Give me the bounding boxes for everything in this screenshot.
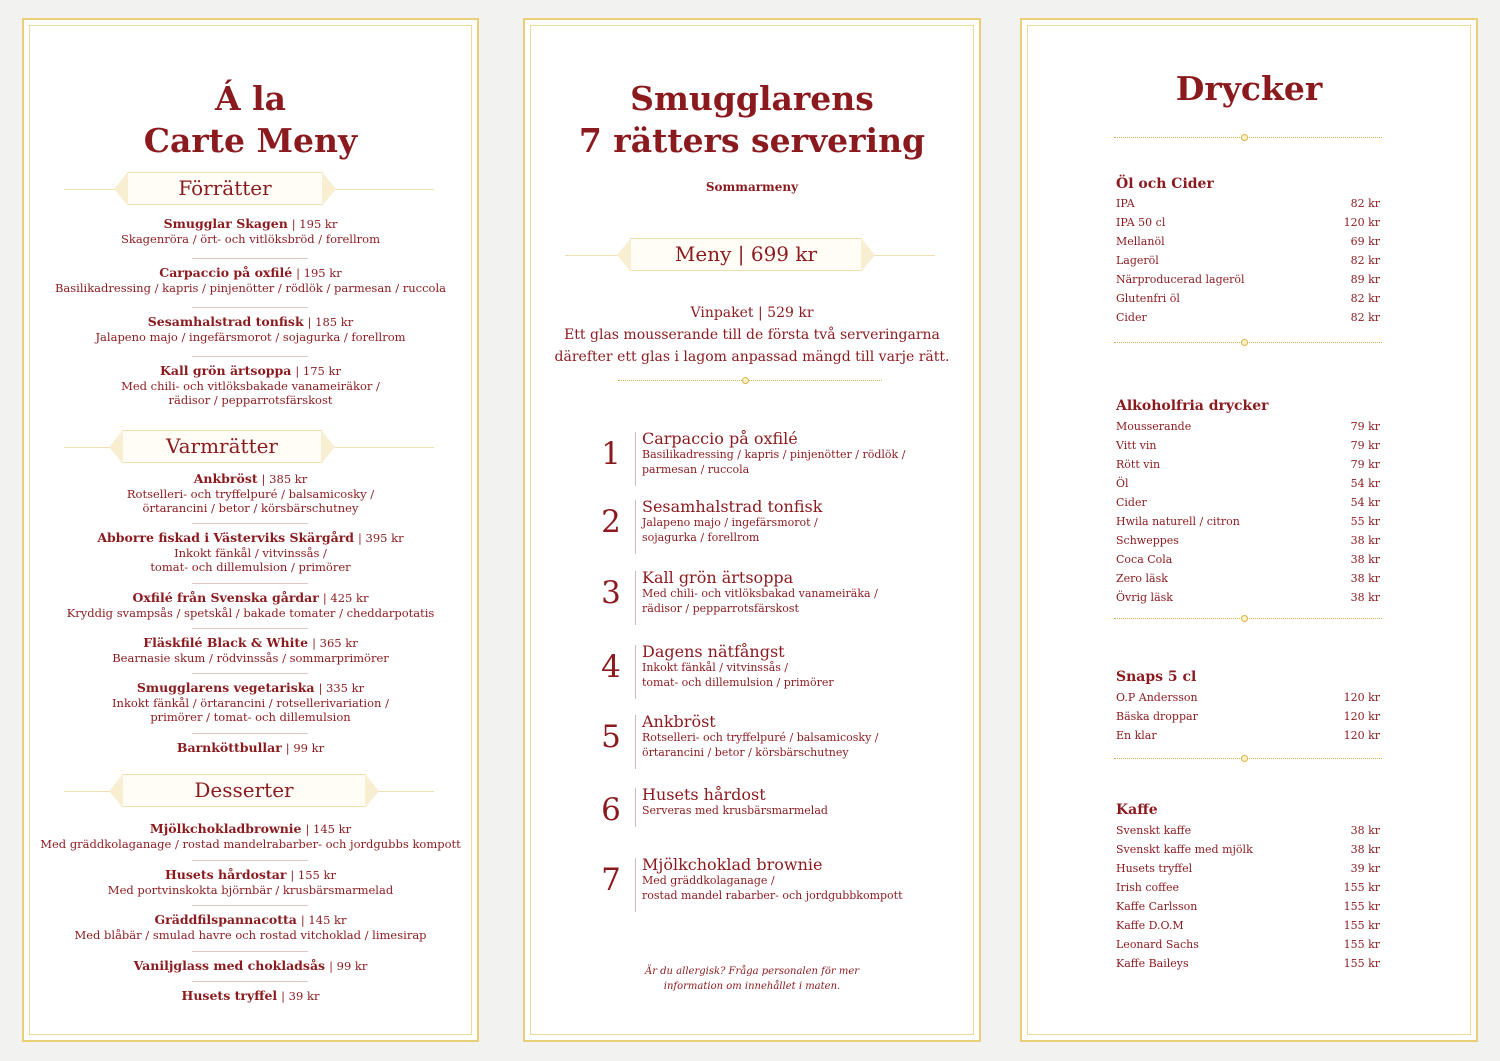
menu-item-name: Smugglar Skagen (163, 216, 288, 231)
divider-ornament (1241, 134, 1248, 141)
divider-ornament (742, 377, 749, 384)
menu-item-price: | 175 kr (295, 364, 341, 378)
course-item (525, 430, 979, 490)
item-separator (192, 583, 308, 584)
menu-item-name: Oxfilé från Svenska gårdar (132, 590, 319, 605)
drink-row (1116, 954, 1380, 973)
drink-row (1116, 588, 1380, 607)
drink-row (1116, 859, 1380, 878)
drink-price: 38 kr (1350, 534, 1380, 547)
drink-price: 120 kr (1343, 691, 1380, 704)
drink-name: Öl (1116, 477, 1129, 490)
item-separator (192, 981, 308, 982)
menu-item (24, 265, 477, 295)
menu-item-price: | 335 kr (318, 681, 365, 695)
course-description: Rotselleri- och tryffelpuré / balsamicosky / (642, 731, 879, 744)
drink-row (1116, 194, 1380, 213)
drink-price: 89 kr (1350, 273, 1380, 286)
menu-subtitle: Sommarmeny (705, 180, 799, 194)
menu-item-header (24, 471, 477, 487)
menu-item-name: Husets tryffel (181, 988, 278, 1003)
course-number: 6 (601, 792, 621, 828)
wine-package-title: Vinpaket | 529 kr (690, 305, 814, 321)
drink-name: Närproducerad lageröl (1116, 273, 1245, 286)
menu-item-header (24, 680, 477, 696)
menu-item (24, 988, 477, 1004)
menu-item-price: | 185 kr (307, 315, 354, 329)
course-divider (635, 432, 636, 486)
drink-price: 55 kr (1350, 515, 1380, 528)
drink-name: Zero läsk (1116, 572, 1168, 585)
menu-item-price: | 99 kr (329, 959, 368, 973)
drink-price: 120 kr (1343, 710, 1380, 723)
drink-row (1116, 935, 1380, 954)
menu-item-name: Fläskfilé Black & White (143, 635, 309, 650)
drink-row (1116, 455, 1380, 474)
drink-price: 82 kr (1350, 311, 1380, 324)
drink-price: 82 kr (1350, 197, 1380, 210)
drink-price: 82 kr (1350, 254, 1380, 267)
page-title (24, 78, 477, 162)
drink-row (1116, 531, 1380, 550)
drink-name: Schweppes (1116, 534, 1179, 547)
menu-item (24, 530, 477, 574)
title-line-1: Á la (214, 79, 286, 118)
banner-label: Meny | 699 kr (630, 238, 862, 271)
menu-item-name: Smugglarens vegetariska (136, 680, 315, 695)
menu-item-name: Sesamhalstrad tonfisk (147, 314, 304, 329)
course-description: Basilikadressing / kapris / pinjenötter / rödlök / (642, 448, 906, 461)
drink-row (1116, 417, 1380, 436)
drink-row (1116, 916, 1380, 935)
menu-item-description: Med gräddkolaganage / rostad mandelrabarber- och jordgubbs kompott (40, 837, 461, 851)
course-number: 5 (601, 719, 621, 755)
drink-name: Lageröl (1116, 254, 1159, 267)
dotted-divider (1114, 618, 1382, 619)
course-number: 7 (601, 862, 621, 898)
menu-item-price: | 365 kr (312, 636, 358, 650)
course-description: sojagurka / forellrom (642, 531, 760, 544)
menu-item-header (24, 988, 477, 1004)
menu-item (24, 740, 477, 756)
menu-item-header (24, 867, 477, 883)
course-divider (635, 571, 636, 625)
drink-row (1116, 688, 1380, 707)
drink-row (1116, 232, 1380, 251)
drink-name: Mellanöl (1116, 235, 1165, 248)
drink-price: 155 kr (1343, 881, 1380, 894)
drink-price: 79 kr (1350, 420, 1380, 433)
menu-item-header (24, 530, 477, 546)
menu-item-description: tomat- och dillemulsion / primörer (150, 560, 351, 574)
course-title: Mjölkchoklad brownie (642, 855, 823, 874)
drink-name: Rött vin (1116, 458, 1161, 471)
course-title: Husets hårdost (642, 785, 766, 804)
dotted-divider (618, 380, 882, 381)
drink-price: 54 kr (1350, 496, 1380, 509)
menu-item (24, 821, 477, 851)
course-description: rostad mandel rabarber- och jordgubbkompott (642, 889, 903, 902)
menu-item-price: | 195 kr (296, 266, 342, 280)
item-separator (192, 905, 308, 906)
menu-item-description: Rotselleri- och tryffelpuré / balsamicosky / (126, 487, 375, 501)
dotted-divider (1114, 137, 1382, 138)
menu-item (24, 314, 477, 344)
drink-row (1116, 726, 1380, 745)
menu-item-description: örtarancini / betor / körsbärschutney (142, 501, 359, 515)
menu-item-name: Carpaccio på oxfilé (159, 265, 293, 280)
drink-price: 120 kr (1343, 729, 1380, 742)
drink-name: Kaffe Carlsson (1116, 900, 1198, 913)
drink-name: Coca Cola (1116, 553, 1173, 566)
course-number: 1 (601, 436, 621, 472)
menu-item (24, 590, 477, 620)
item-separator (192, 628, 308, 629)
drink-name: Leonard Sachs (1116, 938, 1199, 951)
drink-price: 54 kr (1350, 477, 1380, 490)
divider-ornament (1241, 339, 1248, 346)
course-item (525, 569, 979, 629)
menu-item-name: Kall grön ärtsoppa (160, 363, 292, 378)
title-line-1: Smugglarens (630, 79, 874, 118)
menu-item-name: Barnköttbullar (176, 740, 282, 755)
menu-item-header (24, 635, 477, 651)
item-separator (192, 733, 308, 734)
drink-price: 120 kr (1343, 216, 1380, 229)
drink-name: Irish coffee (1116, 881, 1179, 894)
menu-item-description: Inkokt fänkål / vitvinssås / (174, 546, 327, 560)
drinks-section-heading: Kaffe (1116, 802, 1158, 818)
item-separator (192, 258, 308, 259)
drink-name: Kaffe D.O.M (1116, 919, 1184, 932)
course-description: Inkokt fänkål / vitvinssås / (642, 661, 789, 674)
menu-item-name: Vaniljglass med chokladsås (133, 958, 326, 973)
drink-name: Husets tryffel (1116, 862, 1193, 875)
wine-package-line: Ett glas mousserande till de första två serveringarna (564, 327, 940, 343)
menu-item-header (24, 912, 477, 928)
dotted-divider (1114, 758, 1382, 759)
course-description: Jalapeno majo / ingefärsmorot / (642, 516, 818, 529)
section-banner-förrätter (24, 170, 477, 210)
menu-item-name: Mjölkchokladbrownie (149, 821, 302, 836)
menu-item-price: | 425 kr (322, 591, 369, 605)
course-title: Ankbröst (642, 712, 716, 731)
menu-item (24, 471, 477, 515)
drink-row (1116, 569, 1380, 588)
drink-row (1116, 840, 1380, 859)
menu-item-description: rädisor / pepparrotsfärskost (168, 393, 333, 407)
divider-ornament (1241, 755, 1248, 762)
menu-item-header (24, 958, 477, 974)
section-heading: Varmrätter (122, 430, 322, 463)
drink-row (1116, 878, 1380, 897)
menu-item-description: Basilikadressing / kapris / pinjenötter / rödlök / parmesan / ruccola (54, 281, 447, 295)
drink-row (1116, 550, 1380, 569)
allergy-note (525, 964, 979, 994)
course-number: 2 (601, 504, 621, 540)
course-description: parmesan / ruccola (642, 463, 750, 476)
menu-item-description: Med blåbär / smulad havre och rostad vitchoklad / limesirap (74, 928, 427, 942)
menu-item-header (24, 363, 477, 379)
drink-price: 38 kr (1350, 591, 1380, 604)
drink-name: En klar (1116, 729, 1157, 742)
course-item (525, 498, 979, 558)
wine-package-line: därefter ett glas i lagom anpassad mängd till varje rätt. (554, 349, 950, 365)
drink-name: Vitt vin (1116, 439, 1157, 452)
dotted-divider (1114, 342, 1382, 343)
menu-item-name: Ankbröst (193, 471, 258, 486)
drink-price: 38 kr (1350, 824, 1380, 837)
course-divider (635, 715, 636, 769)
drink-name: Hwila naturell / citron (1116, 515, 1240, 528)
course-item (525, 786, 979, 846)
allergy-line: information om innehållet i maten. (663, 981, 841, 992)
menu-item-price: | 145 kr (305, 822, 352, 836)
drinks-panel (1020, 18, 1478, 1042)
menu-item (24, 958, 477, 974)
drink-name: Mousserande (1116, 420, 1192, 433)
drink-price: 82 kr (1350, 292, 1380, 305)
page-title (525, 78, 979, 162)
menu-item-header (24, 821, 477, 837)
title-line-2: 7 rätters servering (578, 121, 926, 160)
course-description: rädisor / pepparrotsfärskost (642, 602, 799, 615)
drink-price: 79 kr (1350, 439, 1380, 452)
wine-package (525, 302, 979, 368)
menu-item-description: Inkokt fänkål / örtarancini / rotsellerivariation / (112, 696, 389, 710)
course-description: Serveras med krusbärsmarmelad (642, 804, 828, 817)
page-title: Drycker (1175, 69, 1323, 108)
menu-item-description: Skagenröra / ört- och vitlöksbröd / forellrom (120, 232, 380, 246)
course-divider (635, 500, 636, 554)
menu-item-header (24, 590, 477, 606)
menu-item-price: | 39 kr (281, 989, 320, 1003)
course-description: Med gräddkolaganage / (642, 874, 775, 887)
section-heading: Förrätter (127, 172, 323, 205)
drink-price: 38 kr (1350, 843, 1380, 856)
menu-item-header (24, 314, 477, 330)
a-la-carte-panel (22, 18, 479, 1042)
drinks-section-heading: Alkoholfria drycker (1116, 398, 1269, 414)
course-divider (635, 645, 636, 699)
menu-item-name: Abborre fiskad i Västerviks Skärgård (97, 530, 355, 545)
item-separator (192, 307, 308, 308)
section-heading: Desserter (122, 774, 366, 807)
menu-item-description: primörer / tomat- och dillemulsion (150, 710, 351, 724)
course-item (525, 856, 979, 916)
drink-row (1116, 821, 1380, 840)
course-description: Med chili- och vitlöksbakad vanameiräka / (642, 587, 878, 600)
menu-item-description: Bearnasie skum / rödvinssås / sommarprimörer (112, 651, 389, 665)
drink-row (1116, 289, 1380, 308)
menu-item-header (24, 265, 477, 281)
section-banner-desserter (24, 772, 477, 812)
drink-row (1116, 474, 1380, 493)
course-number: 3 (601, 575, 621, 611)
menu-item (24, 363, 477, 407)
menu-item (24, 680, 477, 724)
menu-item (24, 635, 477, 665)
drink-name: Bäska droppar (1116, 710, 1198, 723)
drink-row (1116, 897, 1380, 916)
drink-row (1116, 512, 1380, 531)
drink-name: O.P Andersson (1116, 691, 1198, 704)
drink-name: IPA 50 cl (1116, 216, 1166, 229)
course-number: 4 (601, 649, 621, 685)
item-separator (192, 860, 308, 861)
menu-item-name: Gräddfilspannacotta (154, 912, 297, 927)
drink-row (1116, 308, 1380, 327)
drink-price: 155 kr (1343, 957, 1380, 970)
drink-price: 155 kr (1343, 900, 1380, 913)
divider-ornament (1241, 615, 1248, 622)
item-separator (192, 356, 308, 357)
drink-name: Svenskt kaffe med mjölk (1116, 843, 1253, 856)
drink-name: Svenskt kaffe (1116, 824, 1192, 837)
menu-item-price: | 155 kr (290, 868, 336, 882)
menu-item-description: Kryddig svampsås / spetskål / bakade tomater / cheddarpotatis (66, 606, 435, 620)
drink-row (1116, 493, 1380, 512)
drink-name: Cider (1116, 311, 1147, 324)
menu-item-description: Med portvinskokta björnbär / krusbärsmarmelad (107, 883, 394, 897)
drink-price: 38 kr (1350, 572, 1380, 585)
drink-price: 38 kr (1350, 553, 1380, 566)
section-banner-varmrätter (24, 428, 477, 468)
item-separator (192, 673, 308, 674)
menu-item (24, 216, 477, 246)
menu-item-price: | 385 kr (261, 472, 308, 486)
menu-item-price: | 195 kr (291, 217, 338, 231)
seven-course-panel (523, 18, 981, 1042)
course-description: tomat- och dillemulsion / primörer (642, 676, 834, 689)
drink-row (1116, 436, 1380, 455)
menu-item-price: | 99 kr (285, 741, 325, 755)
drinks-section-heading: Snaps 5 cl (1116, 669, 1197, 685)
drink-price: 69 kr (1350, 235, 1380, 248)
drink-name: Cider (1116, 496, 1147, 509)
drink-name: IPA (1116, 197, 1135, 210)
allergy-line: Är du allergisk? Fråga personalen för mer (644, 966, 860, 977)
menu-item-price: | 145 kr (300, 913, 347, 927)
course-divider (635, 788, 636, 827)
menu-item-price: | 395 kr (358, 531, 404, 545)
menu-item (24, 867, 477, 897)
drink-row (1116, 270, 1380, 289)
drink-name: Glutenfri öl (1116, 292, 1180, 305)
price-banner (525, 236, 979, 276)
drink-row (1116, 213, 1380, 232)
course-divider (635, 858, 636, 912)
drink-name: Övrig läsk (1116, 591, 1173, 604)
drink-row (1116, 251, 1380, 270)
drink-row (1116, 707, 1380, 726)
drink-price: 39 kr (1350, 862, 1380, 875)
item-separator (192, 951, 308, 952)
menu-item-name: Husets hårdostar (165, 867, 287, 882)
course-item (525, 643, 979, 703)
course-description: örtarancini / betor / körsbärschutney (642, 746, 849, 759)
course-title: Carpaccio på oxfilé (642, 429, 798, 448)
menu-item (24, 912, 477, 942)
title-line-2: Carte Meny (143, 121, 358, 160)
course-item (525, 713, 979, 773)
drink-price: 155 kr (1343, 938, 1380, 951)
drink-price: 79 kr (1350, 458, 1380, 471)
course-title: Dagens nätfångst (642, 642, 785, 661)
drink-price: 155 kr (1343, 919, 1380, 932)
item-separator (192, 523, 308, 524)
menu-item-description: Med chili- och vitlöksbakade vanameiräkor / (121, 379, 380, 393)
menu-item-header (24, 740, 477, 756)
menu-item-header (24, 216, 477, 232)
course-title: Kall grön ärtsoppa (642, 568, 794, 587)
menu-item-description: Jalapeno majo / ingefärsmorot / sojagurka / forellrom (95, 330, 406, 344)
drink-name: Kaffe Baileys (1116, 957, 1189, 970)
course-title: Sesamhalstrad tonfisk (642, 497, 823, 516)
drinks-section-heading: Öl och Cider (1116, 176, 1214, 192)
